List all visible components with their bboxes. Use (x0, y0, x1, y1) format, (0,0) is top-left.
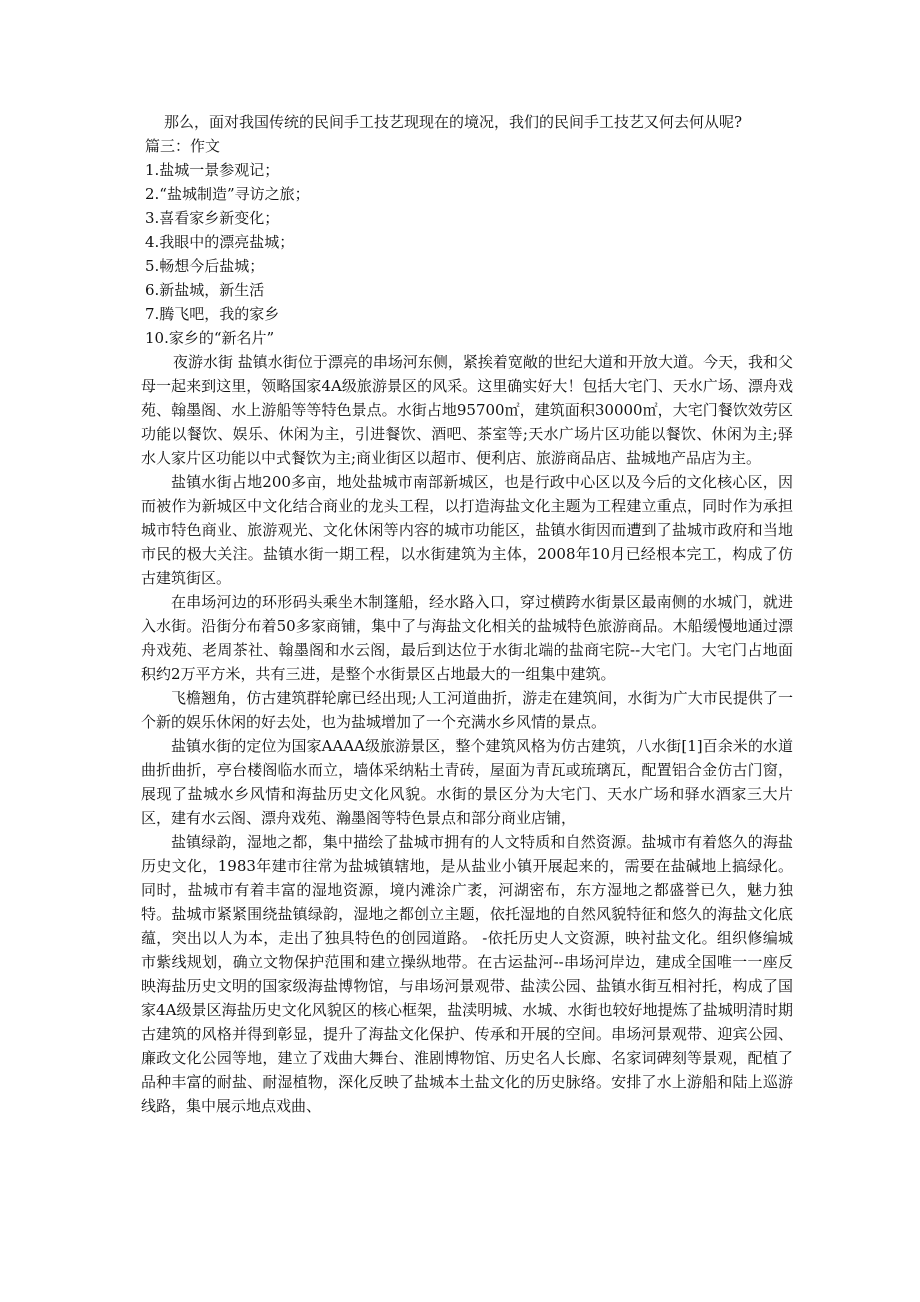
list-item: 3.喜看家乡新变化； (145, 209, 280, 227)
paragraph: 盐镇绿韵，湿地之都，集中描绘了盐城市拥有的人文特质和自然资源。盐城市有着悠久的海盐历史文化，1983年建市往常为盐城镇辖地，是从盐业小镇开展起来的，需要在盐碱地上搞绿化。同时，盐城市有着丰富的湿地资源，境内滩涂广袤，河湖密布，东方湿地之都盛誉已久，魅力独特。盐城市紧紧围绕盐镇绿韵，湿地之都创立主题，依托湿地的自然风貌特征和悠久的海盐文化底蕴，突出以人为本，走出了独具特色的创园道路。 -依托历史人文资源，映衬盐文化。组织修编城市紫线规划，确立文物保护范围和建立操纵地带。在古运盐河--串场河岸边，建成全国唯一一座反映海盐历史文明的国家级海盐博物馆，与串场河景观带、盐渎公园、盐镇水街互相衬托，构成了国家4A级景区海盐历史文化风貌区的核心框架，盐渎明城、水城、水街也较好地提炼了盐城明清时期古建筑的风格并得到彰显，提升了海盐文化保护、传承和开展的空间。串场河景观带、迎宾公园、廉政文化公园等地，建立了戏曲大舞台、淮剧博物馆、历史名人长廊、名家词碑刻等景观，配植了品种丰富的耐盐、耐湿植物，深化反映了盐城本土盐文化的历史脉络。安排了水上游船和陆上巡游线路，集中展示地点戏曲、 (141, 833, 793, 1115)
paragraph: 夜游水街 盐镇水街位于漂亮的串场河东侧，紧挨着宽敞的世纪大道和开放大道。今天，我和父母一起来到这里，领略国家4A级旅游景区的风采。这里确实好大！包括大宅门、天水广场、漂舟戏苑、翰墨阁、水上游船等等特色景点。水街占地95700㎡，建筑面积30000㎡，大宅门餐饮效劳区功能以餐饮、娱乐、休闲为主，引进餐饮、酒吧、茶室等;天水广场片区功能以餐饮、休闲为主;驿水人家片区功能以中式餐饮为主;商业街区以超市、便利店、旅游商品店、盐城地产品店为主。 (141, 353, 793, 467)
document-page (141, 110, 793, 1118)
paragraph: 盐镇水街的定位为国家AAAA级旅游景区，整个建筑风格为仿古建筑，八水街[1]百余米的水道曲折曲折，亭台楼阁临水而立，墙体采纳粘土青砖，屋面为青瓦或琉璃瓦，配置铝合金仿古门窗，展现了盐城水乡风情和海盐历史文化风貌。水街的景区分为大宅门、天水广场和驿水酒家三大片区，建有水云阁、漂舟戏苑、瀚墨阁等特色景点和部分商业店铺， (141, 737, 793, 827)
paragraph: 在串场河边的环形码头乘坐木制篷船，经水路入口，穿过横跨水街景区最南侧的水城门，就进入水街。沿街分布着50多家商铺，集中了与海盐文化相关的盐城特色旅游商品。木船缓慢地通过漂舟戏苑、老周茶社、翰墨阁和水云阁，最后到达位于水街北端的盐商宅院--大宅门。大宅门占地面积约2万平方米，共有三进，是整个水街景区占地最大的一组集中建筑。 (141, 593, 793, 683)
list-item: 10.家乡的“新名片” (145, 329, 275, 347)
list-item: 6.新盐城，新生活 (145, 281, 265, 299)
essay-body (141, 350, 793, 1118)
topic-list (141, 158, 793, 350)
list-item: 5.畅想今后盐城； (145, 257, 265, 275)
intro-line: 那么，面对我国传统的民间手工技艺现现在的境况，我们的民间手工技艺又何去何从呢? (164, 113, 743, 131)
list-item: 7.腾飞吧，我的家乡 (145, 305, 280, 323)
list-item: 1.盐城一景参观记； (145, 161, 280, 179)
paragraph: 盐镇水街占地200多亩，地处盐城市南部新城区，也是行政中心区以及今后的文化核心区，因而被作为新城区中文化结合商业的龙头工程，以打造海盐文化主题为工程建立重点，同时作为承担城市特色商业、旅游观光、文化休闲等内容的城市功能区，盐镇水街因而遭到了盐城市政府和当地市民的极大关注。盐镇水街一期工程，以水街建筑为主体，2008年10月已经根本完工，构成了仿古建筑街区。 (141, 473, 793, 587)
list-item: 2.“盐城制造”寻访之旅； (145, 185, 310, 203)
section-title: 篇三：作文 (145, 137, 221, 155)
list-item: 4.我眼中的漂亮盐城； (145, 233, 295, 251)
paragraph: 飞檐翘角，仿古建筑群轮廓已经出现;人工河道曲折，游走在建筑间，水街为广大市民提供了一个新的娱乐休闲的好去处，也为盐城增加了一个充满水乡风情的景点。 (141, 689, 793, 731)
